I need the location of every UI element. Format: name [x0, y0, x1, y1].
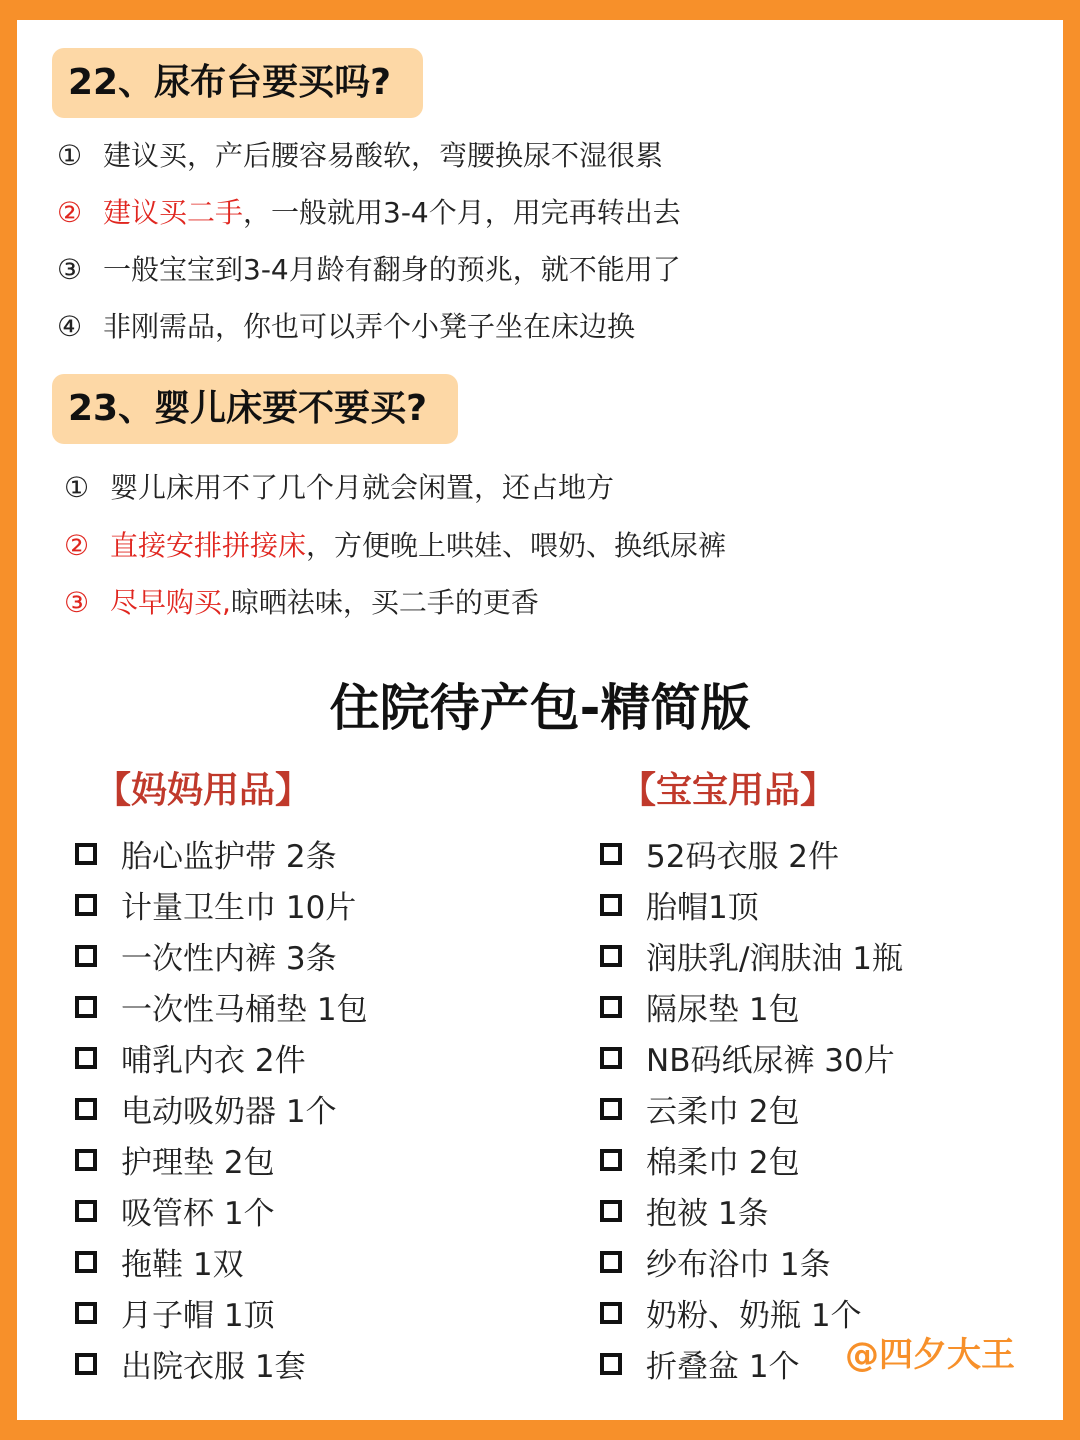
item-label: 云柔巾 2包	[646, 1094, 800, 1130]
checkbox-icon[interactable]	[75, 996, 97, 1018]
checklist-title: 住院待产包-精简版	[329, 679, 751, 737]
checklist-item[interactable]	[75, 1083, 368, 1134]
q23-item-3	[64, 583, 539, 623]
checkbox-icon[interactable]	[600, 894, 622, 916]
item-number: ④	[57, 310, 83, 343]
item-label: 一次性马桶垫 1包	[121, 992, 368, 1028]
checklist-item[interactable]	[75, 1338, 368, 1389]
item-highlight: 直接安排拼接床	[110, 529, 307, 562]
item-label: 抱被 1条	[646, 1196, 769, 1232]
item-text: 建议买，产后腰容易酸软，弯腰换尿不湿很累	[103, 139, 664, 172]
q22-item-1	[57, 136, 663, 176]
checkbox-icon[interactable]	[75, 1149, 97, 1171]
checkbox-icon[interactable]	[600, 1149, 622, 1171]
item-label: 润肤乳/润肤油 1瓶	[646, 941, 904, 977]
checkbox-icon[interactable]	[600, 1302, 622, 1324]
checkbox-icon[interactable]	[600, 1098, 622, 1120]
checkbox-icon[interactable]	[600, 1200, 622, 1222]
checklist-item[interactable]	[75, 1134, 368, 1185]
item-text: 晾晒祛味，买二手的更香	[230, 586, 539, 619]
item-text: ，方便晚上哄娃、喂奶、换纸尿裤	[306, 529, 727, 562]
item-text: ，一般就用3-4个月，用完再转出去	[243, 196, 681, 229]
item-label: 计量卫生巾 10片	[121, 890, 357, 926]
q23-item-2	[64, 526, 726, 566]
checklist-item[interactable]	[600, 1236, 903, 1287]
item-label: NB码纸尿裤 30片	[646, 1043, 895, 1079]
item-label: 纱布浴巾 1条	[646, 1247, 831, 1283]
item-highlight: 建议买二手	[103, 196, 244, 229]
item-label: 电动吸奶器 1个	[121, 1094, 337, 1130]
checkbox-icon[interactable]	[600, 1353, 622, 1375]
item-label: 哺乳内衣 2件	[121, 1043, 306, 1079]
checkbox-icon[interactable]	[600, 996, 622, 1018]
item-text: 一般宝宝到3-4月龄有翻身的预兆，就不能用了	[103, 253, 681, 286]
item-label: 棉柔巾 2包	[646, 1145, 800, 1181]
mom-items-heading: 【妈妈用品】	[95, 770, 312, 811]
item-number: ③	[57, 253, 83, 286]
checklist-item[interactable]	[75, 828, 368, 879]
checklist-item[interactable]	[75, 879, 368, 930]
checklist-item[interactable]	[600, 1134, 903, 1185]
item-number: ①	[57, 139, 83, 172]
item-label: 奶粉、奶瓶 1个	[646, 1298, 862, 1334]
item-highlight: 尽早购买,	[110, 586, 231, 619]
q22-item-2	[57, 193, 681, 233]
checklist-item[interactable]	[75, 1287, 368, 1338]
checkbox-icon[interactable]	[75, 843, 97, 865]
item-label: 52码衣服 2件	[646, 839, 840, 875]
checkbox-icon[interactable]	[75, 1200, 97, 1222]
checklist-item[interactable]	[600, 1032, 903, 1083]
checkbox-icon[interactable]	[75, 1353, 97, 1375]
checklist-item[interactable]	[75, 1236, 368, 1287]
checkbox-icon[interactable]	[600, 945, 622, 967]
q22-item-4	[57, 307, 635, 347]
checkbox-icon[interactable]	[75, 894, 97, 916]
checkbox-icon[interactable]	[600, 1047, 622, 1069]
page	[17, 20, 1063, 1420]
item-label: 折叠盆 1个	[646, 1349, 800, 1385]
item-label: 一次性内裤 3条	[121, 941, 337, 977]
checkbox-icon[interactable]	[75, 1302, 97, 1324]
baby-items-heading: 【宝宝用品】	[620, 770, 837, 811]
question-23-title: 23、婴儿床要不要买?	[52, 374, 458, 444]
checklist-item[interactable]	[75, 981, 368, 1032]
author-watermark: @四夕大王	[845, 1335, 1015, 1375]
item-text: 非刚需品，你也可以弄个小凳子坐在床边换	[103, 310, 636, 343]
item-label: 胎心监护带 2条	[121, 839, 337, 875]
checklist-item[interactable]	[600, 1185, 903, 1236]
item-label: 出院衣服 1套	[121, 1349, 306, 1385]
item-label: 护理垫 2包	[121, 1145, 275, 1181]
item-number: ③	[64, 586, 90, 619]
item-label: 拖鞋 1双	[121, 1247, 244, 1283]
item-label: 隔尿垫 1包	[646, 992, 800, 1028]
checkbox-icon[interactable]	[75, 1098, 97, 1120]
checklist-item[interactable]	[75, 1032, 368, 1083]
checkbox-icon[interactable]	[75, 1251, 97, 1273]
mom-checklist	[75, 828, 368, 1389]
item-label: 胎帽1顶	[646, 890, 759, 926]
checklist-item[interactable]	[75, 1185, 368, 1236]
checklist-item[interactable]	[600, 981, 903, 1032]
checklist-item[interactable]	[600, 930, 903, 981]
baby-checklist	[600, 828, 903, 1389]
item-label: 月子帽 1顶	[121, 1298, 275, 1334]
checkbox-icon[interactable]	[75, 1047, 97, 1069]
q22-item-3	[57, 250, 681, 290]
item-label: 吸管杯 1个	[121, 1196, 275, 1232]
checklist-item[interactable]	[600, 1083, 903, 1134]
q23-item-1	[64, 468, 614, 508]
question-22-title: 22、尿布台要买吗?	[52, 48, 423, 118]
item-number: ①	[64, 471, 90, 504]
item-text: 婴儿床用不了几个月就会闲置，还占地方	[110, 471, 615, 504]
item-number: ②	[57, 196, 83, 229]
checkbox-icon[interactable]	[75, 945, 97, 967]
checklist-item[interactable]	[75, 930, 368, 981]
item-number: ②	[64, 529, 90, 562]
checkbox-icon[interactable]	[600, 1251, 622, 1273]
checklist-item[interactable]	[600, 879, 903, 930]
checkbox-icon[interactable]	[600, 843, 622, 865]
checklist-item[interactable]	[600, 828, 903, 879]
